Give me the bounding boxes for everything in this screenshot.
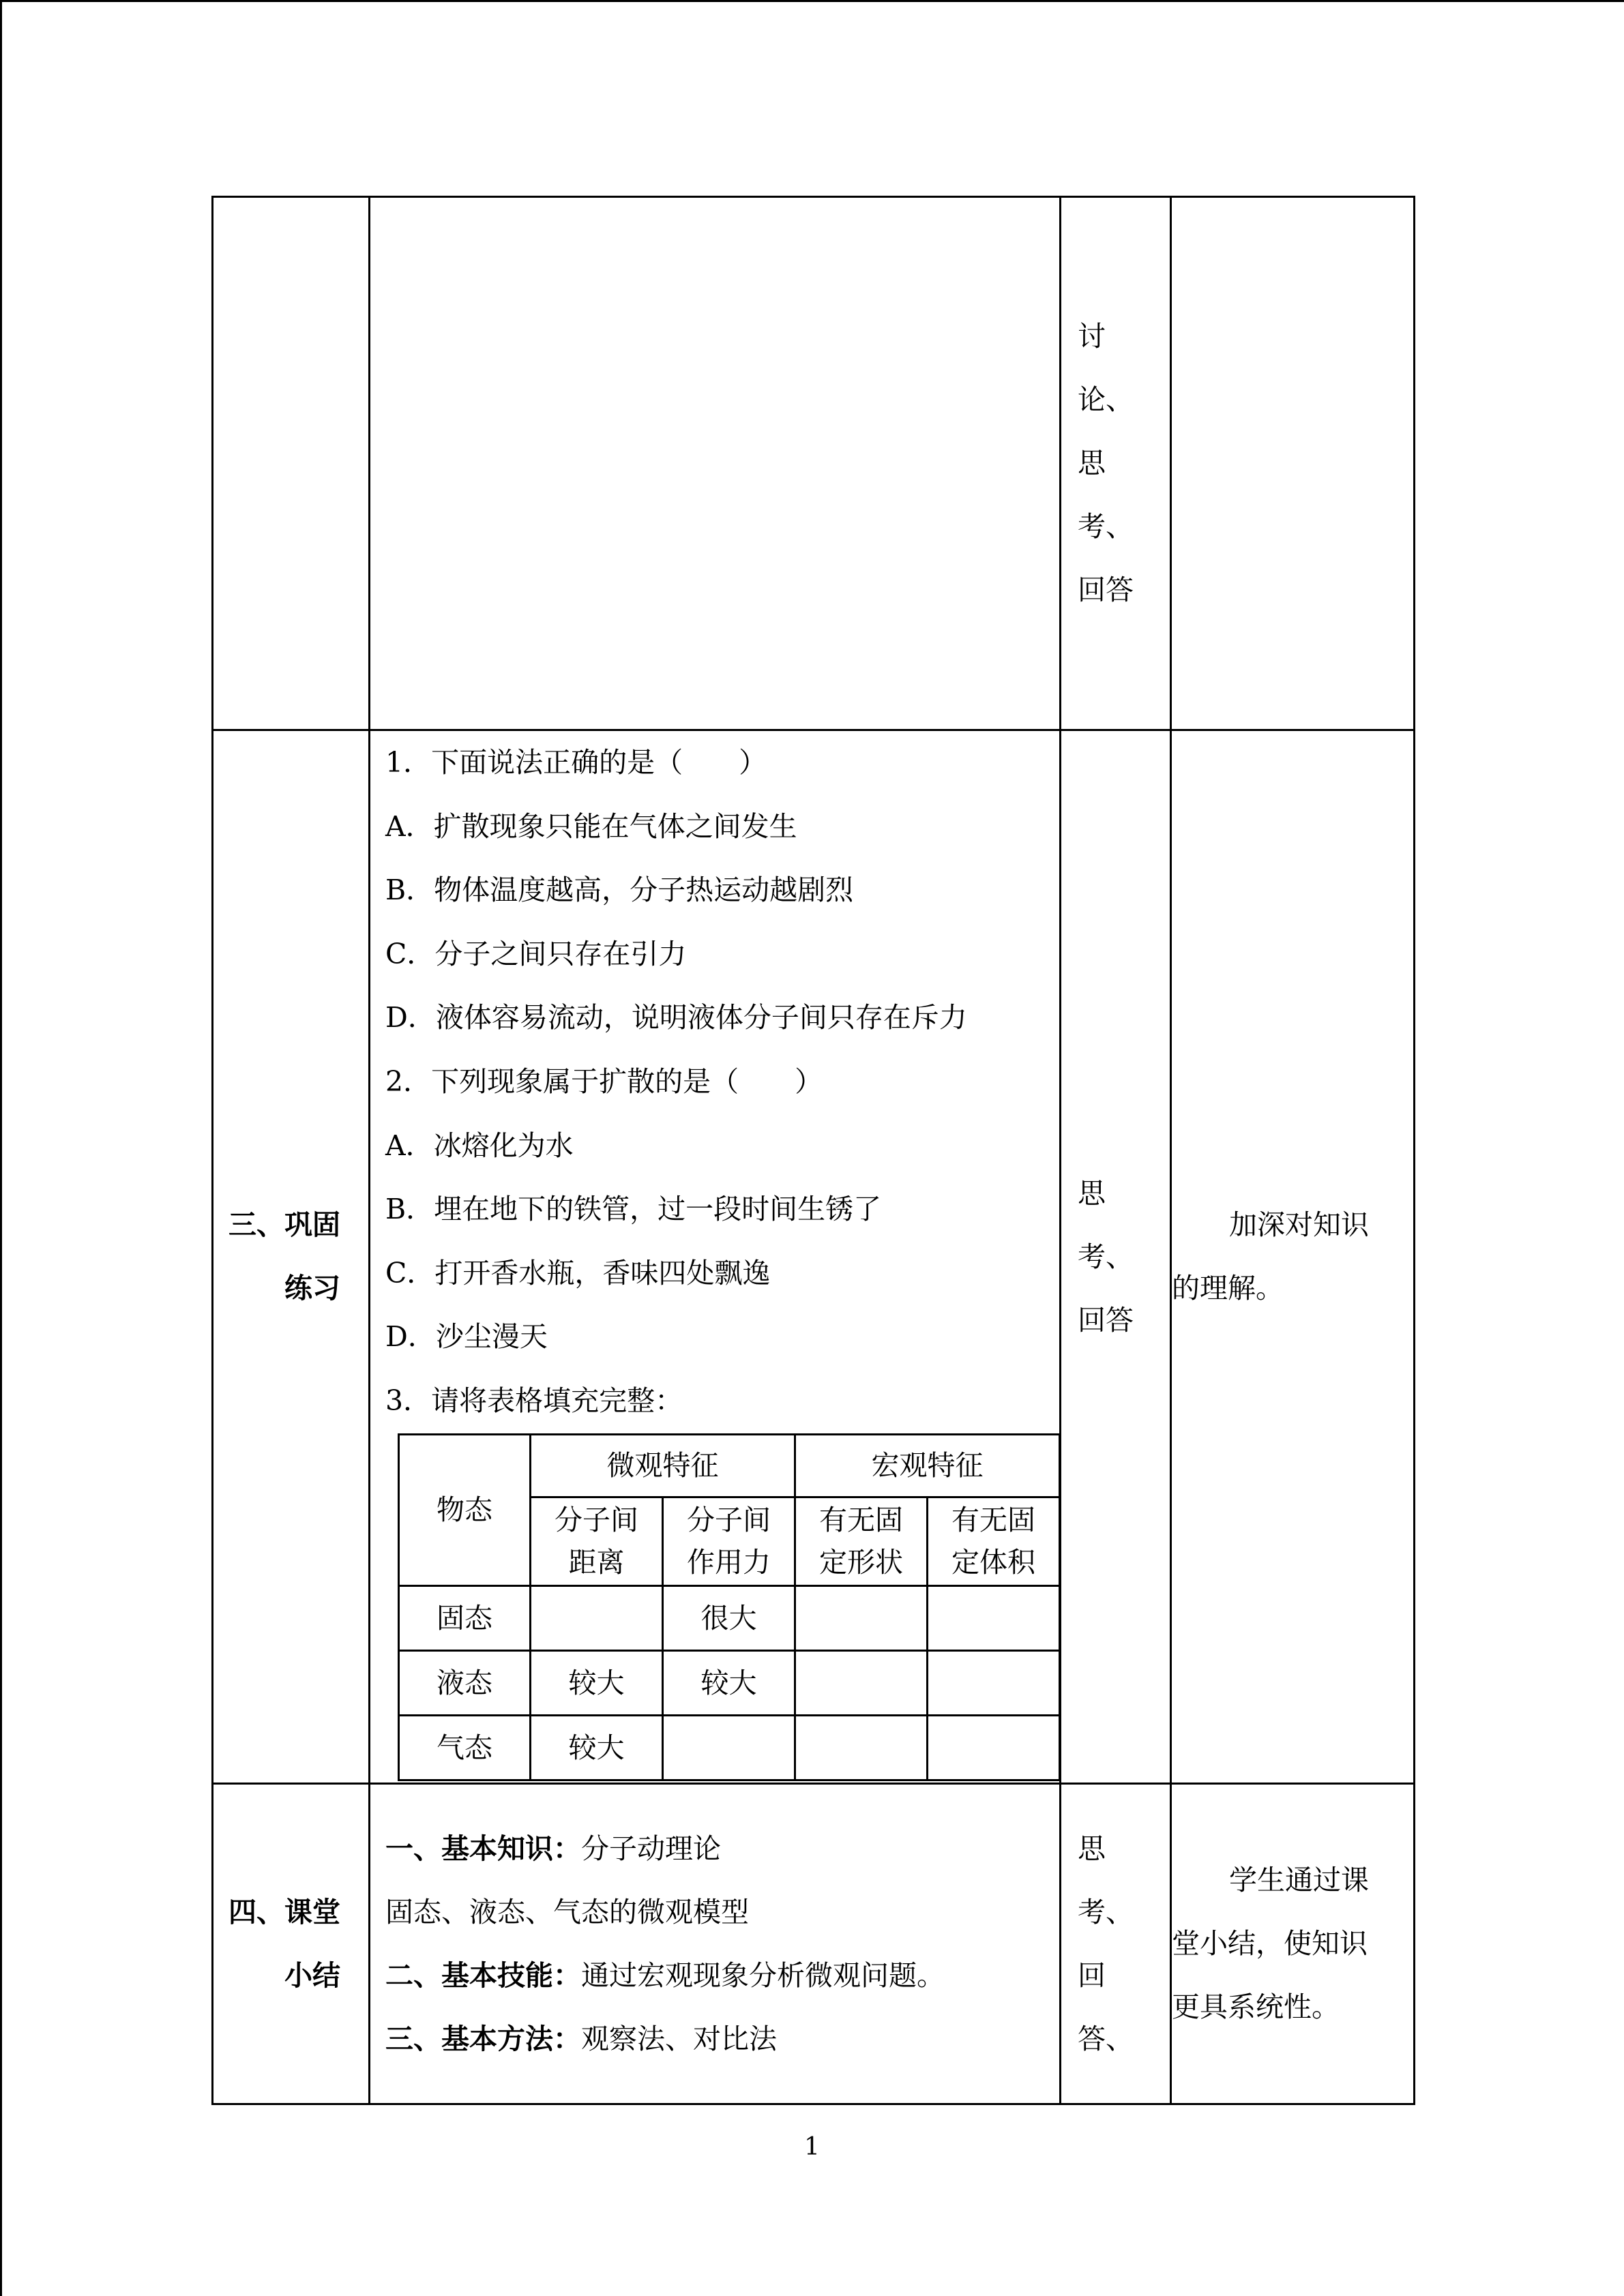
question-option: C．分子之间只存在引力 — [385, 937, 687, 970]
summary-text: 观察法、对比法 — [581, 2022, 777, 2055]
answer-cell[interactable] — [795, 1650, 928, 1715]
state-name-cell: 气态 — [399, 1715, 531, 1780]
answer-cell[interactable]: 较大 — [531, 1650, 663, 1715]
table-row — [399, 1585, 1060, 1650]
intent-text: 学生通过课 — [1229, 1864, 1369, 1896]
summary-heading: 二、基本技能： — [385, 1958, 581, 1992]
phase-title: 小结 — [284, 1958, 340, 1992]
design-intent-cell — [1171, 1784, 1415, 2104]
student-activity-cell — [1061, 730, 1171, 1784]
answer-cell[interactable]: 很大 — [663, 1585, 795, 1650]
activity-text: 回答 — [1078, 573, 1134, 606]
subheader-line: 定体积 — [951, 1546, 1035, 1579]
intent-text: 堂小结，使知识 — [1172, 1927, 1368, 1960]
subheader-line: 分子间 — [555, 1504, 638, 1537]
activity-text: 答、 — [1078, 2022, 1134, 2055]
states-of-matter-table — [398, 1433, 1061, 1781]
activity-text: 回 — [1078, 1958, 1106, 1992]
table-row — [213, 197, 1415, 730]
exercise-content-cell — [370, 730, 1061, 1784]
intent-text: 加深对知识 — [1229, 1208, 1369, 1241]
question-option: C．打开香水瓶，香味四处飘逸 — [385, 1256, 771, 1289]
design-intent-cell — [1171, 197, 1415, 730]
activity-text: 考、 — [1078, 510, 1134, 543]
summary-text: 通过宏观现象分析微观问题。 — [581, 1958, 945, 1992]
question-option: B．埋在地下的铁管，过一段时间生锈了 — [385, 1193, 882, 1226]
state-name-cell: 液态 — [399, 1650, 531, 1715]
subheader-line: 作用力 — [687, 1546, 771, 1579]
summary-line — [370, 1817, 1059, 1881]
page-edge-left — [0, 0, 2, 2296]
question-option: A．冰熔化为水 — [385, 1129, 574, 1162]
table-row — [399, 1715, 1060, 1780]
state-name-cell: 固态 — [399, 1585, 531, 1650]
table-subheader — [795, 1497, 928, 1585]
table-row — [399, 1650, 1060, 1715]
summary-content-cell — [370, 1784, 1061, 2104]
table-row — [399, 1434, 1060, 1497]
activity-text: 思 — [1078, 1176, 1106, 1210]
activity-text: 思 — [1078, 1832, 1106, 1865]
subheader-line: 分子间 — [687, 1504, 771, 1537]
table-subheader — [531, 1497, 663, 1585]
subheader-line: 有无固 — [819, 1504, 903, 1537]
phase-cell — [213, 730, 370, 1784]
question-line: 2．下列现象属于扩散的是（ ） — [385, 1064, 823, 1098]
phase-title: 练习 — [284, 1272, 340, 1304]
intent-text: 的理解。 — [1172, 1272, 1284, 1304]
student-activity-cell — [1061, 197, 1171, 730]
question-line: 1．下面说法正确的是（ ） — [385, 746, 767, 779]
answer-cell[interactable] — [531, 1585, 663, 1650]
activity-text: 思 — [1078, 447, 1106, 479]
answer-cell[interactable]: 较大 — [663, 1650, 795, 1715]
summary-text: 固态、液态、气态的微观模型 — [385, 1895, 749, 1928]
question-option: D．液体容易流动，说明液体分子间只存在斥力 — [385, 1001, 967, 1034]
table-row — [213, 730, 1415, 1784]
summary-heading: 三、基本方法： — [385, 2022, 581, 2055]
activity-text: 考、 — [1078, 1895, 1134, 1928]
summary-text: 分子动理论 — [581, 1832, 721, 1865]
phase-cell — [213, 1784, 370, 2104]
answer-cell[interactable] — [795, 1585, 928, 1650]
answer-cell[interactable] — [795, 1715, 928, 1780]
table-header: 物态 — [399, 1434, 531, 1585]
answer-cell[interactable] — [928, 1650, 1060, 1715]
subheader-line: 有无固 — [951, 1504, 1035, 1537]
activity-text: 讨 — [1078, 320, 1106, 353]
lesson-plan-table — [211, 196, 1415, 2105]
subheader-line: 距离 — [568, 1546, 625, 1579]
table-subheader — [663, 1497, 795, 1585]
page-number: 1 — [804, 2133, 820, 2161]
activity-text: 回答 — [1078, 1303, 1134, 1337]
summary-line — [370, 2008, 1059, 2071]
question-line: 3．请将表格填充完整： — [385, 1384, 683, 1417]
table-subheader — [928, 1497, 1060, 1585]
table-header: 微观特征 — [531, 1434, 795, 1497]
answer-cell[interactable] — [928, 1715, 1060, 1780]
summary-line — [370, 1881, 1059, 1944]
answer-cell[interactable] — [928, 1585, 1060, 1650]
phase-cell — [213, 197, 370, 730]
activity-text: 考、 — [1078, 1240, 1134, 1273]
student-activity-cell — [1061, 1784, 1171, 2104]
summary-line — [370, 1944, 1059, 2008]
answer-cell[interactable] — [663, 1715, 795, 1780]
subheader-line: 定形状 — [819, 1546, 903, 1579]
page-edge-top — [0, 0, 1624, 2]
answer-cell[interactable]: 较大 — [531, 1715, 663, 1780]
question-option: A．扩散现象只能在气体之间发生 — [385, 809, 797, 843]
intent-text: 更具系统性。 — [1172, 1991, 1340, 2023]
phase-title: 四、课堂 — [228, 1895, 340, 1928]
summary-heading: 一、基本知识： — [385, 1832, 581, 1865]
activity-text: 论、 — [1078, 383, 1134, 416]
phase-title: 三、巩固 — [228, 1208, 340, 1241]
question-option: B．物体温度越高，分子热运动越剧烈 — [385, 874, 854, 907]
design-intent-cell — [1171, 730, 1415, 1784]
table-header: 宏观特征 — [795, 1434, 1060, 1497]
table-row — [213, 1784, 1415, 2104]
question-option: D．沙尘漫天 — [385, 1320, 548, 1354]
content-cell — [370, 197, 1061, 730]
